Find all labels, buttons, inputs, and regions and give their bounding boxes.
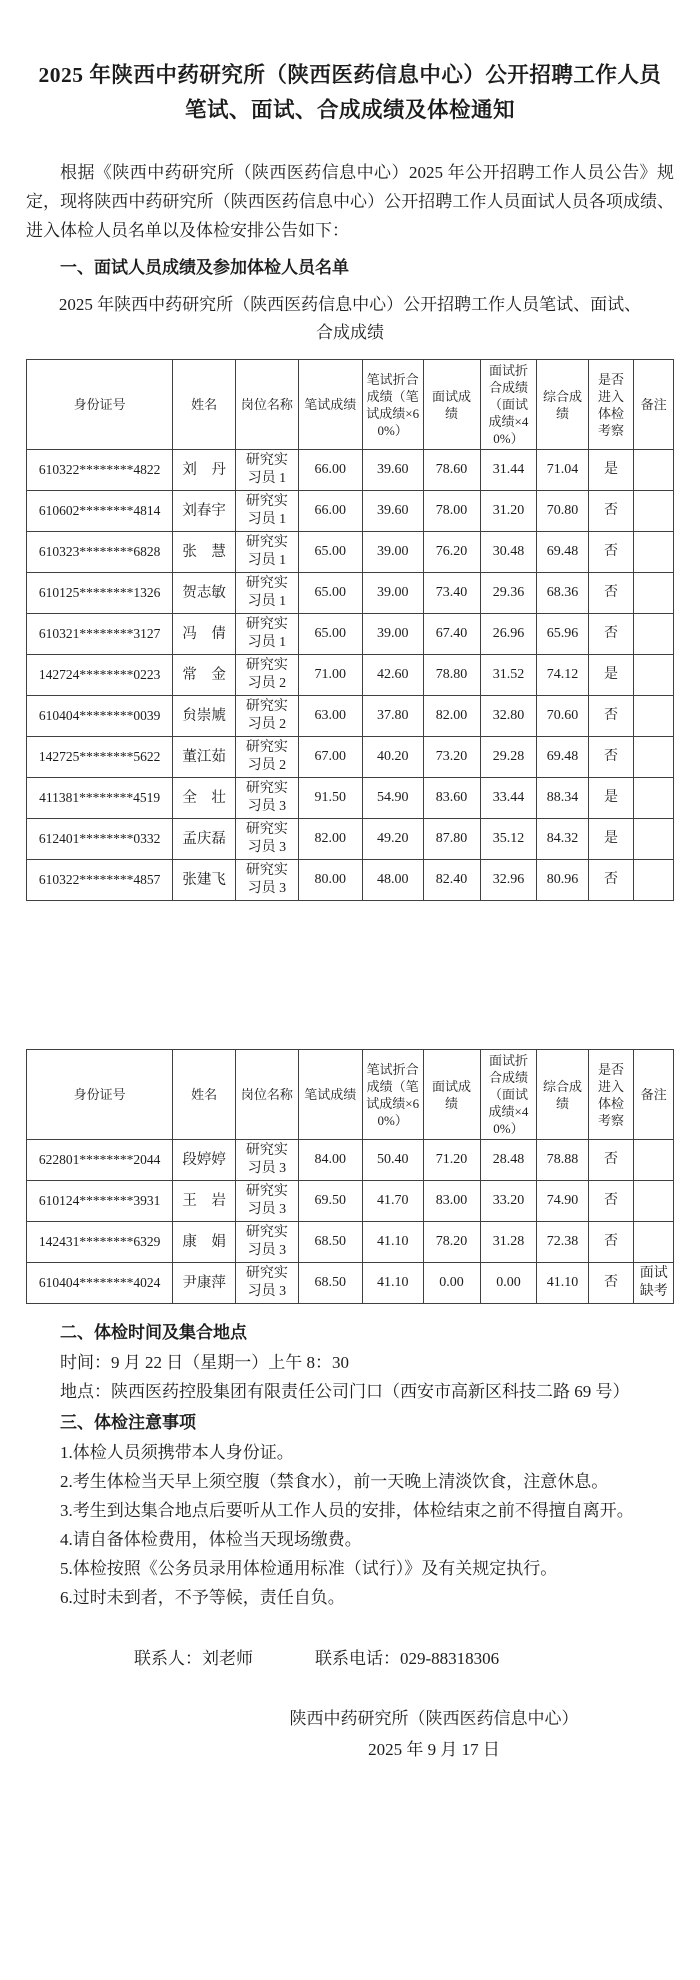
column-header-written-weighted-score: 笔试折合成绩（笔试成绩×60%） — [362, 1050, 423, 1140]
cell-remark — [634, 491, 674, 532]
cell-interview-weighted-score: 26.96 — [480, 614, 537, 655]
cell-interview-weighted-score: 31.44 — [480, 450, 537, 491]
table-row — [27, 696, 674, 737]
cell-composite-score: 69.48 — [537, 532, 588, 573]
cell-enter-checkup: 否 — [588, 1140, 634, 1181]
table-row — [27, 778, 674, 819]
note-item: 3.考生到达集合地点后要听从工作人员的安排，体检结束之前不得擅自离开。 — [60, 1501, 634, 1520]
section-heading-checkup: 二、体检时间及集合地点 — [60, 1323, 247, 1342]
cell-interview-score: 78.20 — [423, 1222, 480, 1263]
column-header-id-number: 身份证号 — [27, 360, 173, 450]
cell-name: 刘 丹 — [173, 450, 236, 491]
table-row — [27, 655, 674, 696]
checkup-location-line: 地点：陕西医药控股集团有限责任公司门口（西安市高新区科技二路 69 号） — [60, 1382, 630, 1401]
cell-written-score: 68.50 — [298, 1263, 362, 1304]
cell-name: 董江茹 — [173, 737, 236, 778]
intro-paragraph: 根据《陕西中药研究所（陕西医药信息中心）2025 年公开招聘工作人员公告》规定，现将陕西中药研究所（陕西医药信息中心）公开招聘工作人员面试人员各项成绩、进入体检人员名单以及体检安排公告如下： — [26, 163, 674, 240]
cell-composite-score: 78.88 — [537, 1140, 588, 1181]
cell-written-score: 65.00 — [298, 532, 362, 573]
cell-id-number: 142724********0223 — [27, 655, 173, 696]
cell-interview-weighted-score: 31.52 — [480, 655, 537, 696]
cell-interview-score: 83.60 — [423, 778, 480, 819]
cell-remark — [634, 1222, 674, 1263]
cell-position: 研究实习员 2 — [235, 655, 298, 696]
cell-remark — [634, 1181, 674, 1222]
cell-enter-checkup: 否 — [588, 532, 634, 573]
cell-enter-checkup: 是 — [588, 450, 634, 491]
cell-written-score: 66.00 — [298, 491, 362, 532]
cell-interview-score: 78.80 — [423, 655, 480, 696]
column-header-interview-weighted-score: 面试折合成绩（面试成绩×40%） — [480, 360, 537, 450]
cell-remark — [634, 696, 674, 737]
notes-list — [26, 1438, 674, 1612]
cell-remark — [634, 778, 674, 819]
cell-written-weighted-score: 41.10 — [362, 1222, 423, 1263]
cell-written-score: 66.00 — [298, 450, 362, 491]
cell-remark — [634, 614, 674, 655]
column-header-composite-score: 综合成绩 — [537, 360, 588, 450]
cell-remark — [634, 819, 674, 860]
column-header-position: 岗位名称 — [235, 360, 298, 450]
cell-interview-score: 82.40 — [423, 860, 480, 901]
cell-remark — [634, 450, 674, 491]
cell-composite-score: 74.12 — [537, 655, 588, 696]
cell-name: 贠崇虓 — [173, 696, 236, 737]
cell-interview-score: 71.20 — [423, 1140, 480, 1181]
table-caption: 2025 年陕西中药研究所（陕西医药信息中心）公开招聘工作人员笔试、面试、合成成绩 — [58, 295, 642, 342]
cell-id-number: 610125********1326 — [27, 573, 173, 614]
cell-position: 研究实习员 3 — [235, 1181, 298, 1222]
cell-name: 康 娟 — [173, 1222, 236, 1263]
cell-interview-weighted-score: 33.20 — [480, 1181, 537, 1222]
cell-written-score: 65.00 — [298, 573, 362, 614]
cell-interview-score: 67.40 — [423, 614, 480, 655]
cell-position: 研究实习员 1 — [235, 532, 298, 573]
note-item: 1.体检人员须携带本人身份证。 — [60, 1443, 294, 1462]
page-title: 2025 年陕西中药研究所（陕西医药信息中心）公开招聘工作人员笔试、面试、合成成绩及体检通知 — [38, 63, 662, 122]
cell-id-number: 610322********4857 — [27, 860, 173, 901]
cell-interview-score: 78.00 — [423, 491, 480, 532]
cell-composite-score: 72.38 — [537, 1222, 588, 1263]
cell-name: 段婷婷 — [173, 1140, 236, 1181]
column-header-name: 姓名 — [173, 1050, 236, 1140]
cell-id-number: 411381********4519 — [27, 778, 173, 819]
cell-name: 贺志敏 — [173, 573, 236, 614]
cell-written-score: 69.50 — [298, 1181, 362, 1222]
cell-position: 研究实习员 1 — [235, 491, 298, 532]
cell-position: 研究实习员 1 — [235, 614, 298, 655]
cell-remark — [634, 573, 674, 614]
cell-position: 研究实习员 3 — [235, 819, 298, 860]
cell-position: 研究实习员 3 — [235, 1263, 298, 1304]
table-row — [27, 614, 674, 655]
cell-position: 研究实习员 1 — [235, 450, 298, 491]
cell-written-weighted-score: 50.40 — [362, 1140, 423, 1181]
column-header-remark: 备注 — [634, 360, 674, 450]
cell-written-score: 84.00 — [298, 1140, 362, 1181]
signature-org: 陕西中药研究所（陕西医药信息中心） — [289, 1709, 579, 1728]
table-row — [27, 860, 674, 901]
cell-written-weighted-score: 39.00 — [362, 532, 423, 573]
cell-written-weighted-score: 39.60 — [362, 491, 423, 532]
cell-interview-weighted-score: 28.48 — [480, 1140, 537, 1181]
cell-id-number: 610404********0039 — [27, 696, 173, 737]
cell-id-number: 612401********0332 — [27, 819, 173, 860]
cell-id-number: 142431********6329 — [27, 1222, 173, 1263]
table-row — [27, 450, 674, 491]
cell-interview-weighted-score: 31.20 — [480, 491, 537, 532]
cell-name: 孟庆磊 — [173, 819, 236, 860]
column-header-composite-score: 综合成绩 — [537, 1050, 588, 1140]
cell-enter-checkup: 否 — [588, 737, 634, 778]
cell-written-weighted-score: 39.00 — [362, 573, 423, 614]
cell-name: 全 壮 — [173, 778, 236, 819]
cell-interview-score: 78.60 — [423, 450, 480, 491]
cell-enter-checkup: 否 — [588, 1263, 634, 1304]
cell-written-weighted-score: 49.20 — [362, 819, 423, 860]
cell-interview-weighted-score: 30.48 — [480, 532, 537, 573]
column-header-interview-score: 面试成绩 — [423, 360, 480, 450]
column-header-enter-checkup: 是否进入体检考察 — [588, 360, 634, 450]
cell-enter-checkup: 是 — [588, 819, 634, 860]
cell-written-weighted-score: 41.10 — [362, 1263, 423, 1304]
note-item: 6.过时未到者，不予等候，责任自负。 — [60, 1588, 345, 1607]
cell-id-number: 610404********4024 — [27, 1263, 173, 1304]
note-item: 2.考生体检当天早上须空腹（禁食水），前一天晚上清淡饮食，注意休息。 — [60, 1472, 609, 1491]
score-table-2 — [26, 1049, 674, 1304]
cell-remark — [634, 655, 674, 696]
cell-written-weighted-score: 37.80 — [362, 696, 423, 737]
cell-remark — [634, 532, 674, 573]
cell-written-score: 65.00 — [298, 614, 362, 655]
cell-name: 张 慧 — [173, 532, 236, 573]
cell-written-weighted-score: 39.60 — [362, 450, 423, 491]
cell-composite-score: 74.90 — [537, 1181, 588, 1222]
cell-id-number: 142725********5622 — [27, 737, 173, 778]
cell-interview-weighted-score: 0.00 — [480, 1263, 537, 1304]
cell-id-number: 610322********4822 — [27, 450, 173, 491]
cell-position: 研究实习员 1 — [235, 573, 298, 614]
cell-composite-score: 70.60 — [537, 696, 588, 737]
cell-id-number: 610602********4814 — [27, 491, 173, 532]
cell-written-score: 63.00 — [298, 696, 362, 737]
column-header-name: 姓名 — [173, 360, 236, 450]
cell-remark — [634, 1140, 674, 1181]
cell-enter-checkup: 否 — [588, 696, 634, 737]
cell-composite-score: 88.34 — [537, 778, 588, 819]
column-header-remark: 备注 — [634, 1050, 674, 1140]
cell-enter-checkup: 否 — [588, 573, 634, 614]
column-header-interview-weighted-score: 面试折合成绩（面试成绩×40%） — [480, 1050, 537, 1140]
header-row — [27, 1050, 674, 1140]
cell-interview-weighted-score: 33.44 — [480, 778, 537, 819]
cell-interview-score: 82.00 — [423, 696, 480, 737]
column-header-id-number: 身份证号 — [27, 1050, 173, 1140]
signature-block — [194, 1703, 674, 1765]
cell-written-weighted-score: 54.90 — [362, 778, 423, 819]
table-row — [27, 1222, 674, 1263]
cell-interview-score: 0.00 — [423, 1263, 480, 1304]
section-heading-notes: 三、体检注意事项 — [60, 1413, 196, 1432]
cell-written-weighted-score: 48.00 — [362, 860, 423, 901]
note-item: 5.体检按照《公务员录用体检通用标准（试行）》及有关规定执行。 — [60, 1559, 558, 1578]
cell-written-score: 68.50 — [298, 1222, 362, 1263]
table-row — [27, 532, 674, 573]
table-row — [27, 1263, 674, 1304]
cell-interview-score: 87.80 — [423, 819, 480, 860]
table-row — [27, 737, 674, 778]
cell-enter-checkup: 是 — [588, 655, 634, 696]
column-header-interview-score: 面试成绩 — [423, 1050, 480, 1140]
section-heading-results: 一、面试人员成绩及参加体检人员名单 — [60, 258, 349, 277]
cell-interview-score: 83.00 — [423, 1181, 480, 1222]
table-row — [27, 1181, 674, 1222]
cell-written-score: 67.00 — [298, 737, 362, 778]
cell-interview-weighted-score: 31.28 — [480, 1222, 537, 1263]
cell-enter-checkup: 否 — [588, 1181, 634, 1222]
cell-enter-checkup: 是 — [588, 778, 634, 819]
cell-written-weighted-score: 40.20 — [362, 737, 423, 778]
cell-composite-score: 41.10 — [537, 1263, 588, 1304]
cell-name: 刘春宇 — [173, 491, 236, 532]
table-row — [27, 819, 674, 860]
cell-interview-score: 73.40 — [423, 573, 480, 614]
cell-id-number: 610321********3127 — [27, 614, 173, 655]
cell-written-weighted-score: 39.00 — [362, 614, 423, 655]
cell-interview-score: 73.20 — [423, 737, 480, 778]
section-checkup-time — [26, 1318, 674, 1406]
cell-position: 研究实习员 3 — [235, 1222, 298, 1263]
cell-written-score: 80.00 — [298, 860, 362, 901]
cell-remark: 面试缺考 — [634, 1263, 674, 1304]
cell-written-score: 82.00 — [298, 819, 362, 860]
table-row — [27, 491, 674, 532]
section-checkup-notes — [26, 1408, 674, 1612]
cell-written-score: 91.50 — [298, 778, 362, 819]
cell-position: 研究实习员 2 — [235, 737, 298, 778]
cell-composite-score: 65.96 — [537, 614, 588, 655]
cell-interview-weighted-score: 29.36 — [480, 573, 537, 614]
cell-interview-weighted-score: 32.80 — [480, 696, 537, 737]
note-item: 4.请自备体检费用，体检当天现场缴费。 — [60, 1530, 362, 1549]
cell-composite-score: 68.36 — [537, 573, 588, 614]
cell-position: 研究实习员 2 — [235, 696, 298, 737]
column-header-written-score: 笔试成绩 — [298, 1050, 362, 1140]
checkup-time-line: 时间：9 月 22 日（星期一）上午 8：30 — [60, 1353, 349, 1372]
signature-date: 2025 年 9 月 17 日 — [368, 1740, 500, 1759]
cell-enter-checkup: 否 — [588, 860, 634, 901]
cell-composite-score: 80.96 — [537, 860, 588, 901]
cell-interview-score: 76.20 — [423, 532, 480, 573]
contact-line — [26, 1644, 674, 1673]
cell-name: 尹康萍 — [173, 1263, 236, 1304]
cell-position: 研究实习员 3 — [235, 1140, 298, 1181]
column-header-written-weighted-score: 笔试折合成绩（笔试成绩×60%） — [362, 360, 423, 450]
cell-name: 王 岩 — [173, 1181, 236, 1222]
cell-composite-score: 84.32 — [537, 819, 588, 860]
cell-id-number: 610124********3931 — [27, 1181, 173, 1222]
score-table-1 — [26, 359, 674, 901]
cell-name: 张建飞 — [173, 860, 236, 901]
cell-composite-score: 71.04 — [537, 450, 588, 491]
cell-position: 研究实习员 3 — [235, 860, 298, 901]
header-row — [27, 360, 674, 450]
cell-composite-score: 69.48 — [537, 737, 588, 778]
cell-id-number: 622801********2044 — [27, 1140, 173, 1181]
cell-composite-score: 70.80 — [537, 491, 588, 532]
cell-enter-checkup: 否 — [588, 491, 634, 532]
cell-remark — [634, 737, 674, 778]
cell-id-number: 610323********6828 — [27, 532, 173, 573]
cell-written-score: 71.00 — [298, 655, 362, 696]
cell-name: 冯 倩 — [173, 614, 236, 655]
table-row — [27, 573, 674, 614]
column-header-position: 岗位名称 — [235, 1050, 298, 1140]
column-header-written-score: 笔试成绩 — [298, 360, 362, 450]
cell-interview-weighted-score: 35.12 — [480, 819, 537, 860]
table-row — [27, 1140, 674, 1181]
column-header-enter-checkup: 是否进入体检考察 — [588, 1050, 634, 1140]
cell-interview-weighted-score: 32.96 — [480, 860, 537, 901]
cell-written-weighted-score: 41.70 — [362, 1181, 423, 1222]
cell-interview-weighted-score: 29.28 — [480, 737, 537, 778]
contact-phone: 联系电话：029-88318306 — [315, 1649, 500, 1668]
cell-enter-checkup: 否 — [588, 1222, 634, 1263]
cell-position: 研究实习员 3 — [235, 778, 298, 819]
cell-remark — [634, 860, 674, 901]
cell-written-weighted-score: 42.60 — [362, 655, 423, 696]
contact-person: 联系人：刘老师 — [134, 1649, 253, 1668]
cell-enter-checkup: 否 — [588, 614, 634, 655]
cell-name: 常 金 — [173, 655, 236, 696]
